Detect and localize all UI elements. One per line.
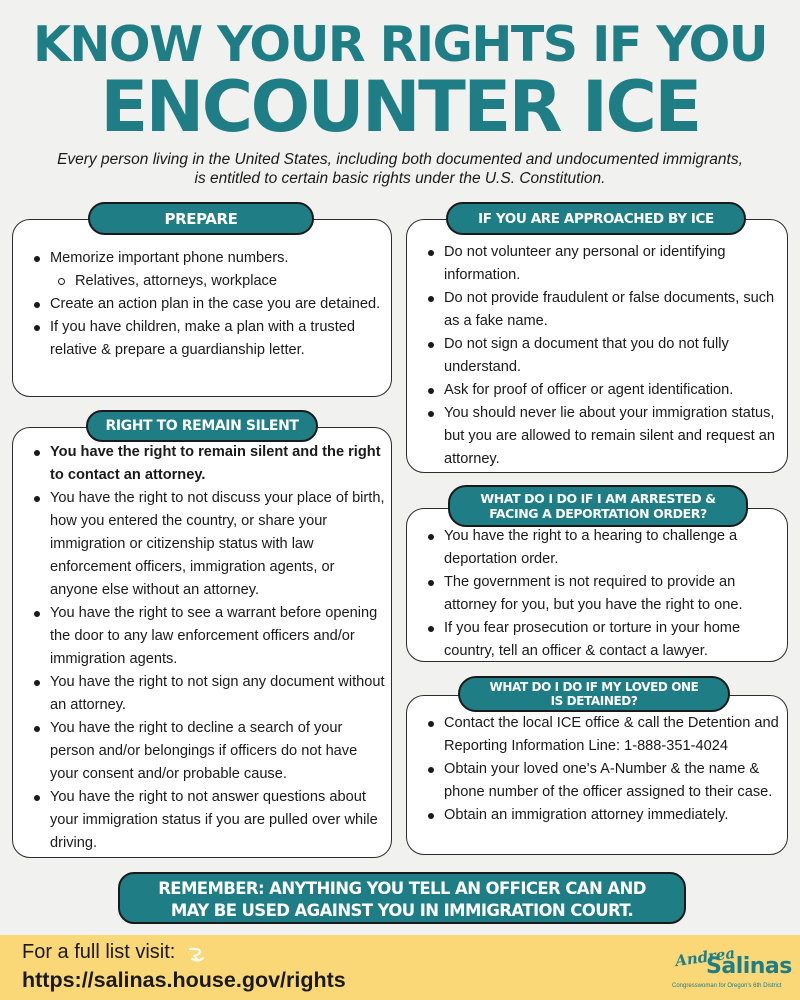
subtitle: Every person living in the United States, including both documented and undocumented immigrants, is entitled to certain basic rights under the U.S. Constitution. bbox=[57, 151, 743, 187]
footer-url-link[interactable]: https://salinas.house.gov/rights bbox=[22, 968, 346, 992]
list-item: Do not volunteer any personal or identifying information. bbox=[425, 241, 785, 287]
curved-arrow-icon bbox=[187, 945, 207, 965]
prepare-heading bbox=[88, 202, 314, 235]
footer-label: For a full list visit: bbox=[22, 941, 176, 963]
list-item: You have the right to not sign any document without an attorney. bbox=[31, 671, 386, 717]
detained-list bbox=[425, 712, 785, 827]
title-line-2: ENCOUNTER ICE bbox=[100, 66, 700, 148]
remember-line2: MAY BE USED AGAINST YOU IN IMMIGRATION COURT. bbox=[170, 901, 634, 920]
detained-heading-line1: WHAT DO I DO IF MY LOVED ONE bbox=[489, 680, 699, 694]
list-item: Obtain an immigration attorney immediately. bbox=[425, 804, 785, 827]
list-item: Do not provide fraudulent or false documents, such as a fake name. bbox=[425, 287, 785, 333]
remember-line1: REMEMBER: ANYTHING YOU TELL AN OFFICER CAN AND bbox=[158, 879, 646, 898]
list-item: You have the right to not answer questions about your immigration status if you are pulled over while driving. bbox=[31, 786, 386, 855]
logo-first-name: Andrea bbox=[674, 943, 737, 971]
list-item: You have the right to decline a search of your person and/or belongings if officers do not have your consent and/or probable cause. bbox=[31, 717, 386, 786]
list-item: The government is not required to provide an attorney for you, but you have the right to one. bbox=[425, 571, 785, 617]
list-subitem: Relatives, attorneys, workplace bbox=[31, 270, 386, 293]
list-item: Ask for proof of officer or agent identification. bbox=[425, 379, 785, 402]
silent-heading bbox=[86, 410, 318, 442]
approached-list bbox=[425, 241, 785, 471]
detained-heading-line2: IS DETAINED? bbox=[550, 694, 638, 708]
list-item: You have the right to see a warrant before opening the door to any law enforcement officers and/or immigration agents. bbox=[31, 602, 386, 671]
detained-box bbox=[406, 695, 788, 855]
silent-heading-label: RIGHT TO REMAIN SILENT bbox=[105, 418, 299, 434]
arrested-list bbox=[425, 525, 785, 663]
list-item: Obtain your loved one's A-Number & the name & phone number of the officer assigned to their case. bbox=[425, 758, 785, 804]
list-item: If you have children, make a plan with a trusted relative & prepare a guardianship letter. bbox=[31, 316, 386, 362]
remember-banner bbox=[118, 872, 686, 924]
list-item: Contact the local ICE office & call the Detention and Reporting Information Line: 1-888-351-4024 bbox=[425, 712, 785, 758]
title-line-1: KNOW YOUR RIGHTS IF YOU bbox=[32, 16, 768, 73]
arrested-heading-line2: FACING A DEPORTATION ORDER? bbox=[489, 506, 707, 521]
silent-list bbox=[31, 441, 386, 855]
approached-heading bbox=[446, 202, 746, 235]
list-item: You have the right to remain silent and the right to contact an attorney. bbox=[31, 441, 386, 487]
prepare-list bbox=[31, 247, 386, 362]
list-item: If you fear prosecution or torture in your home country, tell an officer & contact a lawyer. bbox=[425, 617, 785, 663]
arrested-heading-line1: WHAT DO I DO IF I AM ARRESTED & bbox=[480, 491, 716, 506]
silent-box bbox=[12, 427, 392, 858]
detained-heading bbox=[458, 676, 730, 712]
arrested-heading bbox=[448, 485, 748, 527]
list-item: Do not sign a document that you do not fully understand. bbox=[425, 333, 785, 379]
list-item: You have the right to not discuss your place of birth, how you entered the country, or share your immigration or citizenship status with law enforcement officers, immigration agents, or anyone else without an attorney. bbox=[31, 487, 386, 602]
list-item: Create an action plan in the case you are detained. bbox=[31, 293, 386, 316]
prepare-box bbox=[12, 219, 392, 397]
list-item: Memorize important phone numbers. bbox=[31, 247, 386, 270]
approached-box bbox=[406, 219, 788, 473]
list-item: You should never lie about your immigration status, but you are allowed to remain silent and request an attorney. bbox=[425, 402, 785, 471]
prepare-heading-label: PREPARE bbox=[164, 209, 238, 228]
approached-heading-label: IF YOU ARE APPROACHED BY ICE bbox=[478, 210, 714, 227]
logo-tagline: Congresswoman for Oregon's 6th District bbox=[672, 983, 782, 989]
list-item: You have the right to a hearing to challenge a deportation order. bbox=[425, 525, 785, 571]
arrested-box bbox=[406, 508, 788, 662]
logo-last-name: Salinas bbox=[706, 954, 792, 979]
